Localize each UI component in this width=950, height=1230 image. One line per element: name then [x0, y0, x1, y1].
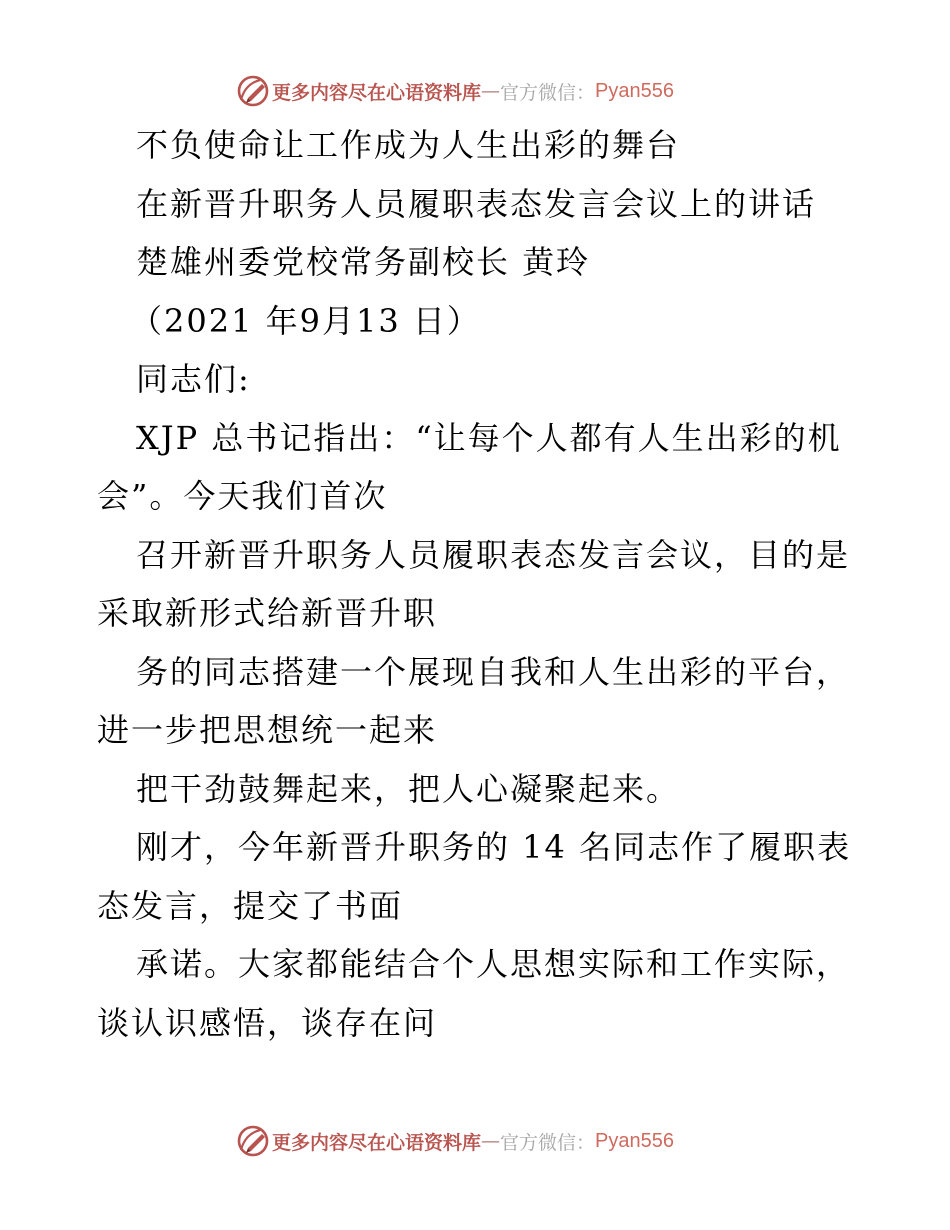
doc-title: 不负使命让工作成为人生出彩的舞台: [136, 126, 681, 164]
banner-wechat-label: 官方微信：: [500, 1131, 596, 1154]
pen-logo-icon: [236, 1124, 270, 1158]
doc-paragraph-line: 务的同志搭建一个展现自我和人生出彩的平台，: [136, 652, 851, 691]
doc-paragraph-line: 进一步把思想统一起来: [97, 711, 438, 749]
document-body: [97, 116, 857, 1052]
banner-dash: —: [481, 1130, 501, 1152]
doc-paragraph-line: 把干劲鼓舞起来，把人心凝聚起来。: [136, 769, 681, 808]
doc-paragraph-line: XJP 总书记指出：“让每个人都有人生出彩的机: [136, 418, 842, 457]
doc-author: 楚雄州委党校常务副校长 黄玲: [136, 243, 591, 281]
banner-wechat-id: Pyan556: [595, 1129, 674, 1152]
pen-logo-icon: [236, 74, 270, 108]
doc-paragraph-line: 承诺。大家都能结合个人思想实际和工作实际，: [136, 945, 851, 983]
banner-lead-text: 更多内容尽在心语资料库: [272, 1131, 482, 1154]
doc-paragraph-line: 态发言，提交了书面: [97, 886, 404, 925]
banner-dash: —: [481, 80, 501, 102]
banner-wechat-id: Pyan556: [595, 79, 674, 102]
doc-subtitle: 在新晋升职务人员履职表态发言会议上的讲话: [136, 184, 817, 223]
banner-wechat-label: 官方微信：: [500, 81, 596, 104]
footer-banner: [236, 1124, 674, 1158]
doc-paragraph-line: 会”。今天我们首次: [97, 477, 388, 515]
doc-paragraph-line: 谈认识感悟，谈存在问: [97, 1003, 438, 1042]
banner-lead-text: 更多内容尽在心语资料库: [272, 81, 482, 104]
header-banner: [236, 74, 674, 108]
doc-paragraph-line: 采取新形式给新晋升职: [97, 594, 438, 632]
doc-paragraph-line: 召开新晋升职务人员履职表态发言会议，目的是: [136, 535, 851, 574]
doc-paragraph-line: 刚才，今年新晋升职务的 14 名同志作了履职表: [136, 828, 852, 866]
doc-salutation: 同志们:: [136, 360, 251, 398]
doc-date: （2021 年9月13 日）: [130, 301, 481, 340]
